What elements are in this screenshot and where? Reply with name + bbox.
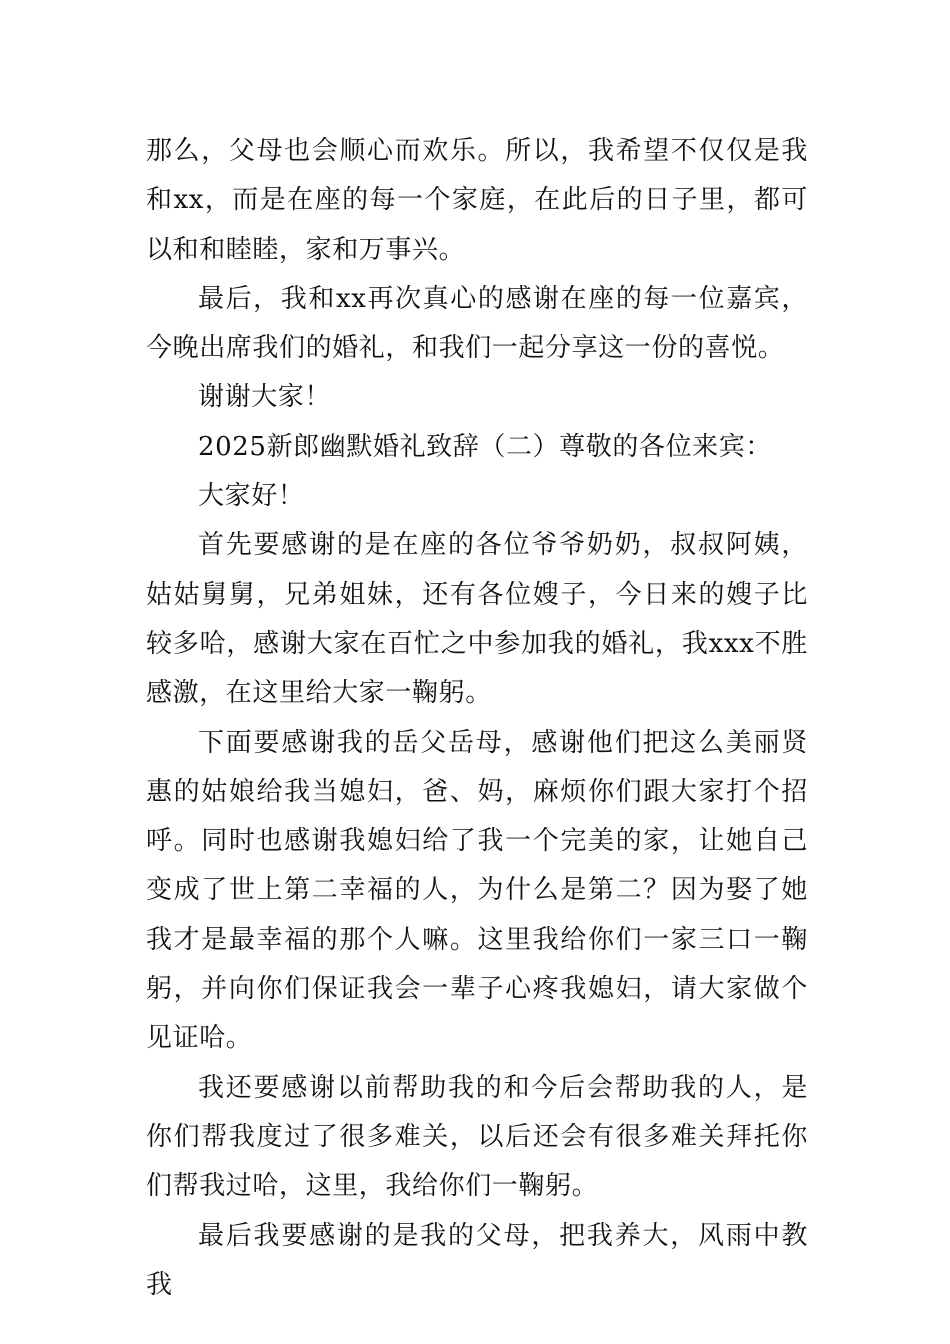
paragraph: 谢谢大家！ (198, 382, 332, 413)
paragraph: 我还要感谢以前帮助我的和今后会帮助我的人，是你们帮我度过了很多难关，以后还会有很多难关拜托你们帮我过哈，这里，我给你们一鞠躬。 (146, 1072, 808, 1202)
document-body (146, 127, 808, 1310)
paragraph: 下面要感谢我的岳父岳母，感谢他们把这么美丽贤惠的姑娘给我当媳妇，爸、妈，麻烦你们跟大家打个招呼。同时也感谢我媳妇给了我一个完美的家，让她自己变成了世上第二幸福的人，为什么是第二？因为娶了她我才是最幸福的那个人嘛。这里我给你们一家三口一鞠躬，并向你们保证我会一辈子心疼我媳妇，请大家做个见证哈。 (146, 727, 808, 1054)
paragraph: 最后，我和xx再次真心的感谢在座的每一位嘉宾，今晚出席我们的婚礼，和我们一起分享这一份的喜悦。 (146, 283, 808, 364)
paragraph: 大家好！ (198, 481, 305, 512)
section-heading: 2025新郎幽默婚礼致辞（二）尊敬的各位来宾： (198, 431, 772, 462)
paragraph: 那么，父母也会顺心而欢乐。所以，我希望不仅仅是我和xx，而是在座的每一个家庭，在此后的日子里，都可以和和睦睦，家和万事兴。 (146, 136, 808, 265)
paragraph: 最后我要感谢的是我的父母，把我养大，风雨中教我 (146, 1220, 808, 1300)
paragraph: 首先要感谢的是在座的各位爷爷奶奶，叔叔阿姨，姑姑舅舅，兄弟姐妹，还有各位嫂子，今日来的嫂子比较多哈，感谢大家在百忙之中参加我的婚礼，我xxx不胜感激，在这里给大家一鞠躬。 (146, 530, 808, 709)
